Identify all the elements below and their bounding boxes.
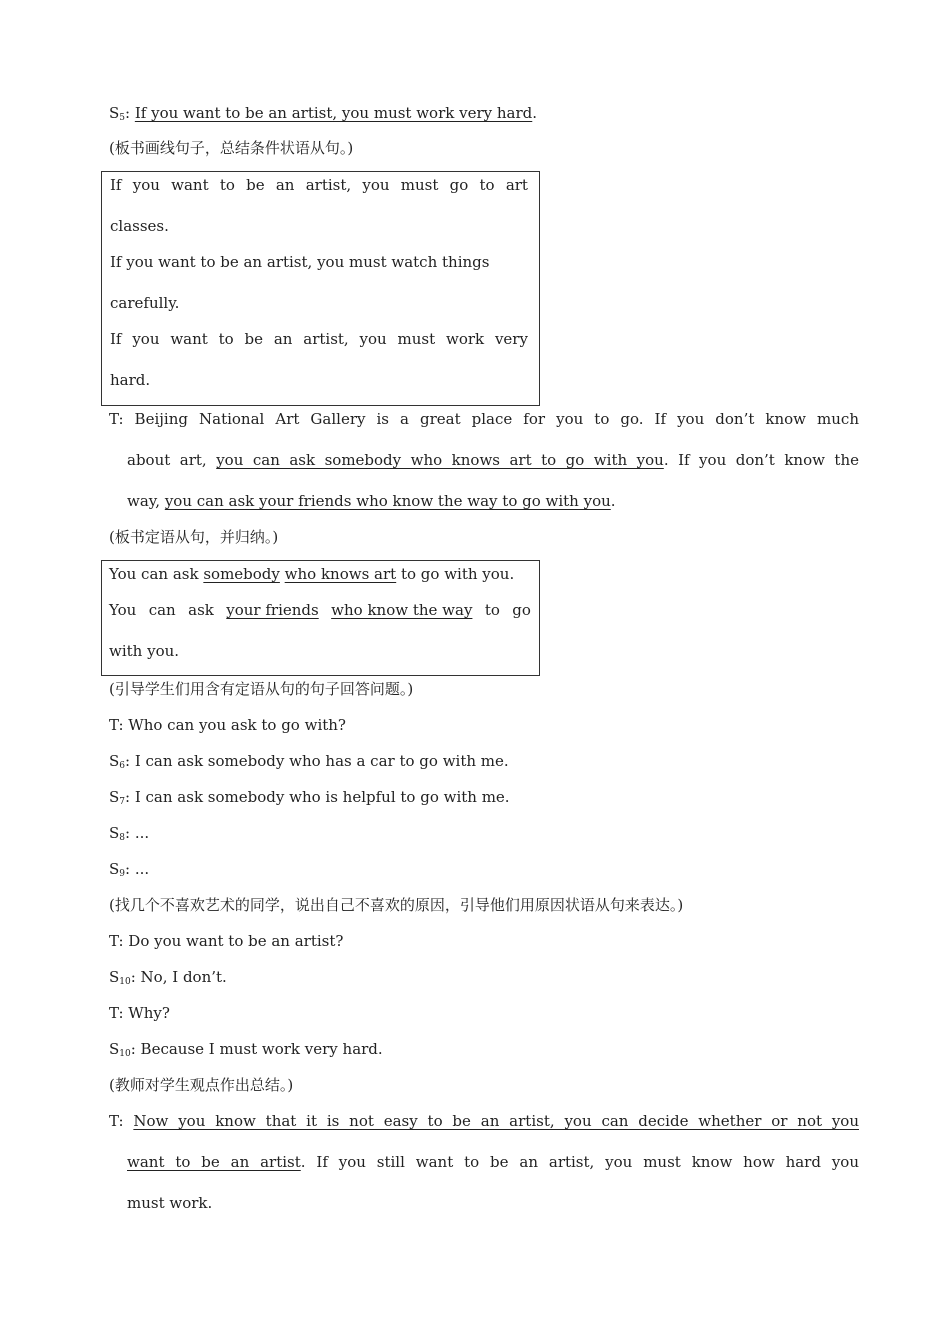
- note-attributive: (板书定语从句，并归纳。): [109, 528, 279, 546]
- t3-line: T: Do you want to be an artist?: [109, 932, 344, 950]
- note-guide: (引导学生们用含有定语从句的句子回答问题。): [109, 680, 414, 698]
- note-conditional: (板书画线句子，总结条件状语从句。): [109, 139, 354, 157]
- t5-underline-2: want to be an artist: [127, 1153, 301, 1171]
- t2-line: T: Who can you ask to go with?: [109, 716, 346, 734]
- box2-somebody: somebody: [203, 565, 280, 583]
- box2-line2: You can ask your friends who know the way to go: [109, 601, 531, 619]
- t1-line1: T: Beijing National Art Gallery is a great place for you to go. If you don’t know much: [109, 410, 859, 428]
- box1-line3: If you want to be an artist, you must watch things: [110, 253, 490, 271]
- box2-who-know-the-way: who know the way: [331, 601, 473, 619]
- t1-underline-2: you can ask your friends who know the way to go with you: [164, 492, 611, 510]
- box1-line5: If you want to be an artist, you must work very: [110, 330, 528, 348]
- t5-line3: must work.: [127, 1194, 213, 1212]
- t5-line2: want to be an artist. If you still want to be an artist, you must know how hard you: [127, 1153, 859, 1171]
- s10a-line: $S_{10}$: No, I don’t.: [109, 968, 227, 987]
- note-summary: (教师对学生观点作出总结。): [109, 1076, 294, 1094]
- board-box-conditional: [101, 171, 540, 406]
- t1-line2: about art, you can ask somebody who knows art to go with you. If you don’t know the: [127, 451, 860, 469]
- note-reason: (找几个不喜欢艺术的同学，说出自己不喜欢的原因，引导他们用原因状语从句来表达。): [109, 896, 684, 914]
- s5-line: $S_5$: If you want to be an artist, you must work very hard.: [109, 104, 538, 123]
- box1-line4: carefully.: [110, 294, 180, 312]
- s5-underlined-sentence: If you want to be an artist, you must work very hard: [134, 104, 533, 122]
- t4-line: T: Why?: [109, 1004, 170, 1022]
- box2-line1: You can ask somebody who knows art to go with you.: [109, 565, 515, 583]
- t1-underline-1: you can ask somebody who knows art to go with you: [216, 451, 664, 469]
- box2-line3: with you.: [109, 642, 180, 660]
- s10b-line: $S_{10}$: Because I must work very hard.: [109, 1040, 383, 1059]
- t1-line3: way, you can ask your friends who know the way to go with you.: [127, 492, 616, 510]
- s6-line: $S_6$: I can ask somebody who has a car to go with me.: [109, 752, 509, 771]
- box1-line1: If you want to be an artist, you must go to art: [110, 176, 528, 194]
- box1-line6: hard.: [110, 371, 151, 389]
- s8-line: $S_8$: ...: [109, 824, 150, 843]
- box2-your-friends: your friends: [226, 601, 319, 619]
- s7-line: $S_7$: I can ask somebody who is helpful to go with me.: [109, 788, 510, 807]
- box2-who-knows-art: who knows art: [284, 565, 397, 583]
- speaker-s5: $S_5$: [109, 104, 126, 123]
- t5-underline-1: Now you know that it is not easy to be an artist, you can decide whether or not you: [133, 1112, 859, 1130]
- box1-line2: classes.: [110, 217, 169, 235]
- t5-line1: T: Now you know that it is not easy to be an artist, you can decide whether or not you: [109, 1112, 859, 1130]
- s9-line: $S_9$: ...: [109, 860, 150, 879]
